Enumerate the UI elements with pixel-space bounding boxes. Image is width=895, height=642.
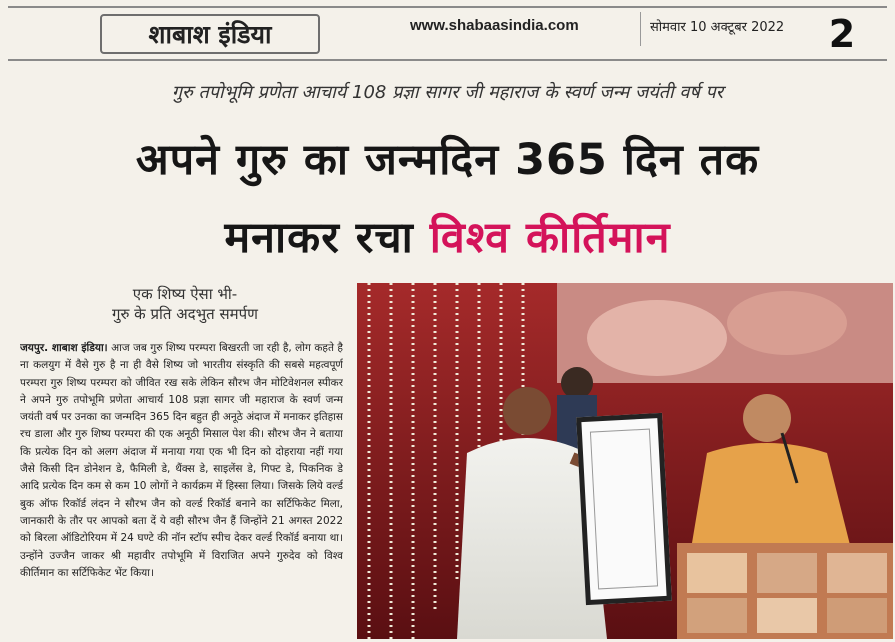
masthead-divider	[640, 12, 641, 46]
newspaper-logo: शाबाश इंडिया	[100, 14, 320, 54]
article-subhead	[20, 284, 350, 324]
website-link[interactable]: www.shabaasindia.com	[410, 17, 579, 34]
certificate-frame	[576, 413, 672, 605]
headline-line-1: अपने गुरु का जन्मदिन 365 दिन तक	[135, 135, 760, 185]
issue-date: सोमवार 10 अक्टूबर 2022	[650, 20, 785, 35]
article-body-text: आज जब गुरु शिष्य परम्परा बिखरती जा रही है, लोग कहते है ना कलयुग में वैसे गुरु है ना ही वैसे शिष्य जो भारतीय संस्कृति की सबसे महत्वपूर्ण परम्परा गुरु शिष्य परम्परा को जीवित रख सके लेकिन सौरभ जैन मोटिवेशनल स्पीकर ने अपने गुरु तपोभूमि प्रणेता आचार्य 108 प्रज्ञा सागर जी महाराज के स्वर्ण जन्म जयंती वर्ष पर उनका का जन्मदिन 365 दिन बहुत ही अनूठे अंदाज में मनाकर इतिहास रच डाला और गुरु शिष्य परम्परा की एक अनूठी मिसाल पेश की। सौरभ जैन ने बताया कि प्रत्येक दिन को अलग अंदाज में मनाया गया एक भी दिन को दोहराया नहीं गया जैसे किसी दिन डोनेशन डे, फैमिली डे, थैंक्स डे, साइलेंस डे, गिफ्ट डे, पिकनिक डे आदि प्रत्येक दिन कम से कम 10 लोगों ने कार्यक्रम में हिस्सा लिया। जिसके लिये वर्ल्ड बुक ऑफ रिकॉर्ड लंदन ने सौरभ जैन को वर्ल्ड रिकॉर्ड बनाने का सर्टिफिकेट मिला, जानकारी के तौर पर आपको बता दें ये वही सौरभ जैन हैं जिन्होंने 21 अगस्त 2022 को बिरला ऑडिटोरियम में 24 घण्टे की नॉन स्टॉप स्पीच देकर वर्ल्ड रिकॉर्ड बनाया था। उन्होंने उज्जैन जाकर श्री महावीर तपोभूमि में विराजित अपने गुरुदेव को विश्व कीर्तिमान का सर्टिफिकेट भेंट किया।	[20, 342, 343, 579]
headline-line-2-plain: मनाकर रचा	[224, 213, 414, 263]
page-number: 2	[828, 12, 856, 56]
headline-line-2	[0, 206, 895, 265]
article-kicker: गुरु तपोभूमि प्रणेता आचार्य 108 प्रज्ञा सागर जी महाराज के स्वर्ण जन्म जयंती वर्ष पर	[171, 82, 724, 103]
article-body	[20, 340, 343, 635]
event-photo	[357, 283, 893, 639]
subhead-line-1: एक शिष्य ऐसा भी-	[132, 285, 238, 303]
masthead-bottom-rule	[8, 59, 887, 61]
masthead-top-rule	[8, 6, 887, 8]
masthead	[0, 0, 895, 66]
subhead-line-2: गुरु के प्रति अदभुत समर्पण	[112, 305, 258, 323]
certificate-inner	[590, 429, 658, 590]
headline-highlight: विश्व कीर्तिमान	[429, 213, 671, 263]
article-dateline: जयपुर. शाबाश इंडिया।	[20, 342, 108, 354]
